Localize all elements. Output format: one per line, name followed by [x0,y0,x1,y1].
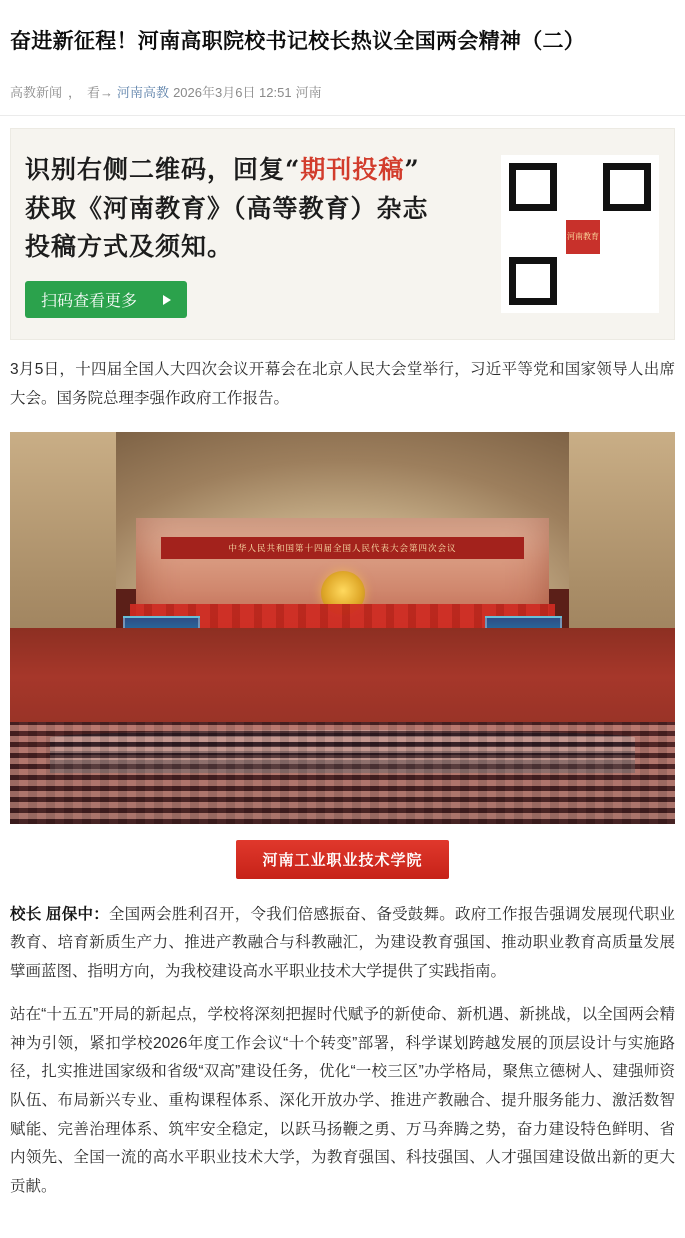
meta-see-more[interactable]: 看→ [87,85,114,101]
qr-center-logo: 河南教育 [563,217,603,257]
promo-highlight: 期刊投稿 [300,154,405,184]
promo-banner[interactable] [10,128,675,340]
photo-seating-main [10,722,675,824]
promo-line-1-prefix: 识别右侧二维码，回复“ [25,154,301,184]
scan-more-button[interactable] [25,281,187,318]
photo-floor [10,628,675,824]
school-ribbon: 河南工业职业技术学院 [236,840,448,879]
hero-photo [10,432,675,824]
photo-stage-banner: 中华人民共和国第十四届全国人民代表大会第四次会议 [161,537,524,559]
school-ribbon-wrap [0,840,685,879]
body-paragraph-2: 站在“十五五”开局的新起点，学校将深刻把握时代赋予的新使命、新机遇、新挑战，以全国两会精神为引领，紧扣学校2026年度工作会议“十个转变”部署，科学谋划跨越发展的顶层设计与实施路径，扎实推进国家级和省级“双高”建设任务，优化“一校三区”办学格局，聚焦立德树人、建强师资队伍、布局新兴专业、重构课程体系、深化开放办学、推进产教融合、提升服务能力、激活数智赋能、完善治理体系、筑牢安全稳定，以跃马扬鞭之勇、万马奔腾之势，奋力建设特色鲜明、省内领先、全国一流的高水平职业技术大学，为教育强国、科技强国、人才强国建设做出新的更大贡献。 [10,1005,675,1195]
meta-separator: ， [68,85,82,101]
header-divider [0,115,685,116]
page-title: 奋进新征程！河南高职院校书记校长热议全国两会精神（二） [10,30,586,54]
article-meta [0,80,685,115]
promo-line-2: 获取《河南教育》（高等教育）杂志 [25,193,429,223]
qr-code-icon [501,155,659,313]
promo-line-1-suffix: ” [404,154,420,184]
promo-line-3: 投稿方式及须知。 [25,232,234,262]
speaker-name: 校长 屈保中： [10,905,109,923]
promo-line-1 [25,151,490,190]
meta-source-link[interactable]: 河南高教 [117,85,170,101]
qr-finder-bottom-left [509,257,557,305]
promo-qr-block [500,155,660,313]
body-paragraph-1 [0,901,685,987]
scan-more-label: 扫码查看更多 [41,293,138,311]
article-page [0,14,685,1235]
meta-datetime: 2026年3月6日 12:51 [173,85,292,101]
meta-category: 高教新闻 [10,85,63,101]
meta-location: 河南 [295,85,322,101]
promo-text-block [25,151,500,318]
lead-paragraph: 3月5日，十四届全国人大四次会议开幕会在北京人民大会堂举行，习近平等党和国家领导人出席大会。国务院总理李强作政府工作报告。 [10,361,675,408]
arrow-right-icon [163,295,171,305]
body-paragraph-1-text: 全国两会胜利召开，令我们倍感振奋、备受鼓舞。政府工作报告强调发展现代职业教育、培育新质生产力、推进产教融合与科教融汇，为建设教育强国、推动职业教育高质量发展擘画蓝图、指明方向，为我校建设高水平职业技术大学提供了实践指南。 [10,905,675,981]
